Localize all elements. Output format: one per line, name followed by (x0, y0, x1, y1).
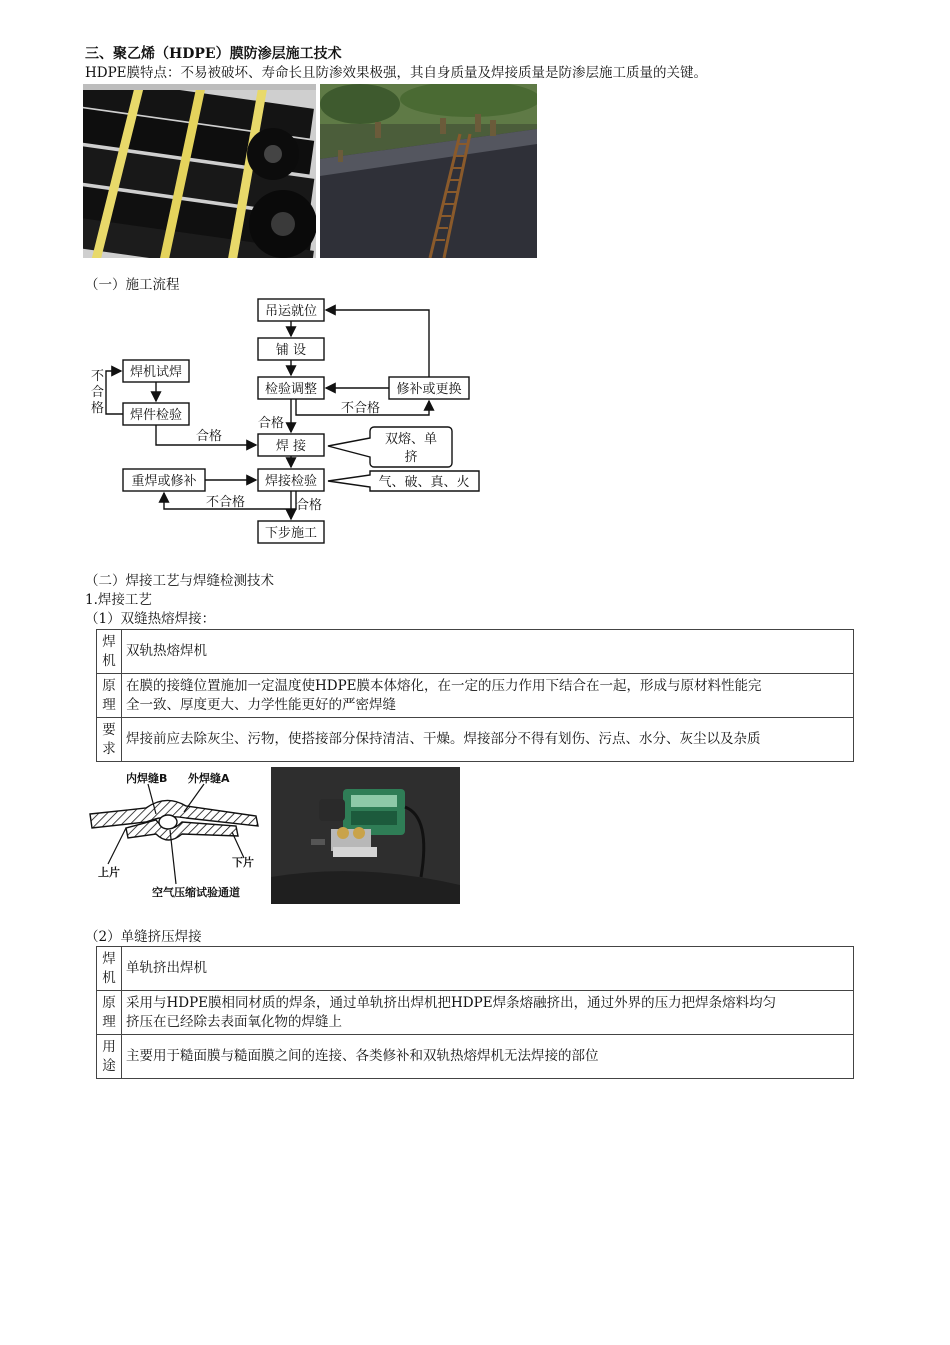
flow-machine-trial-label: 焊机试焊 (129, 365, 183, 380)
table-row (97, 947, 854, 991)
table1-key-requirement: 要求 (97, 718, 122, 762)
callout-weld-types-line1: 双熔、单 (384, 432, 438, 447)
section-welding-tech: （二）焊接工艺与焊缝检测技术 (85, 573, 274, 589)
label-pass-1: 合格 (258, 416, 285, 431)
flow-lay-label: 铺 设 (275, 343, 307, 358)
page-heading: 三、聚乙烯（HDPE）膜防渗层施工技术 (85, 46, 342, 62)
intro-text: HDPE膜特点：不易被破坏、寿命长且防渗效果极强，其自身质量及焊接质量是防渗层施工质量的关键。 (85, 65, 708, 81)
table1-key-principle: 原理 (97, 674, 122, 718)
flow-hoist-label: 吊运就位 (264, 304, 318, 319)
table-row (97, 674, 854, 718)
item-double-seam: （1）双缝热熔焊接： (85, 611, 216, 627)
table2-key-machine: 焊机 (97, 947, 122, 991)
seam-cross-section-diagram (86, 766, 266, 906)
table1-principle-line2: 全一致、厚度更大、力学性能更好的严密焊缝 (126, 696, 396, 713)
diagram-label-channel: 空气压缩试验通道 (152, 886, 240, 899)
label-fail-2: 不合格 (206, 495, 246, 510)
diagram-label-upper: 上片 (98, 866, 120, 879)
table2-principle-line1: 采用与HDPE膜相同材质的焊条，通过单轨挤出焊机把HDPE焊条熔融挤出，通过外界的压力把焊条熔料均匀 (126, 994, 777, 1011)
item-single-seam: （2）单缝挤压焊接 (85, 929, 202, 945)
label-fail-1: 不合格 (341, 401, 381, 416)
flow-part-inspect-label: 焊件检验 (129, 408, 183, 423)
flow-next-step-label: 下步施工 (264, 526, 318, 541)
table2-key-usage: 用途 (97, 1035, 122, 1079)
table2-principle-line2: 挤压在已经除去表面氧化物的焊缝上 (126, 1013, 342, 1030)
double-seam-table (96, 629, 854, 762)
callout-tests-label: 气、破、真、火 (378, 475, 470, 490)
label-pass-3: 合格 (296, 498, 323, 513)
flow-repair-replace-label: 修补或更换 (396, 382, 462, 397)
flow-weld-inspect-label: 焊接检验 (264, 474, 318, 489)
callout-weld-types-line2: 挤 (404, 450, 418, 465)
label-fail-vertical-1: 不 (91, 369, 105, 384)
single-seam-table (96, 946, 854, 1079)
construction-flowchart (80, 294, 500, 548)
diagram-label-inner: 内焊缝B (126, 772, 168, 785)
label-fail-vertical-2: 合 (91, 385, 105, 400)
table-row (97, 991, 854, 1035)
table2-value-principle (122, 991, 854, 1035)
table2-key-principle: 原理 (97, 991, 122, 1035)
table-row (97, 1035, 854, 1079)
table1-value-principle (122, 674, 854, 718)
flow-reweld-label: 重焊或修补 (131, 474, 197, 489)
welding-machine-photo (271, 767, 460, 904)
label-fail-vertical-3: 格 (91, 401, 105, 416)
section-construction-flow: （一）施工流程 (85, 277, 180, 293)
flow-weld-label: 焊 接 (275, 439, 307, 454)
table1-value-requirement: 焊接前应去除灰尘、污物，使搭接部分保持清洁、干燥。焊接部分不得有划伤、污点、水分、灰尘以及杂质 (122, 718, 854, 762)
table1-principle-line1: 在膜的接缝位置施加一定温度使HDPE膜本体熔化，在一定的压力作用下结合在一起，形成与原材料性能完 (126, 677, 762, 694)
table2-value-machine: 单轨挤出焊机 (122, 947, 854, 991)
table-row (97, 718, 854, 762)
table1-value-machine: 双轨热熔焊机 (122, 630, 854, 674)
diagram-label-outer: 外焊缝A (188, 772, 230, 785)
diagram-label-lower: 下片 (232, 856, 254, 869)
sub-welding-process: 1.焊接工艺 (85, 592, 152, 608)
table2-value-usage: 主要用于糙面膜与糙面膜之间的连接、各类修补和双轨热熔焊机无法焊接的部位 (122, 1035, 854, 1079)
table-row (97, 630, 854, 674)
label-pass-2: 合格 (196, 429, 223, 444)
flow-inspect-adjust-label: 检验调整 (264, 382, 318, 397)
hdpe-rolls-photo (83, 84, 316, 258)
table1-key-machine: 焊机 (97, 630, 122, 674)
field-installation-photo (320, 84, 537, 258)
